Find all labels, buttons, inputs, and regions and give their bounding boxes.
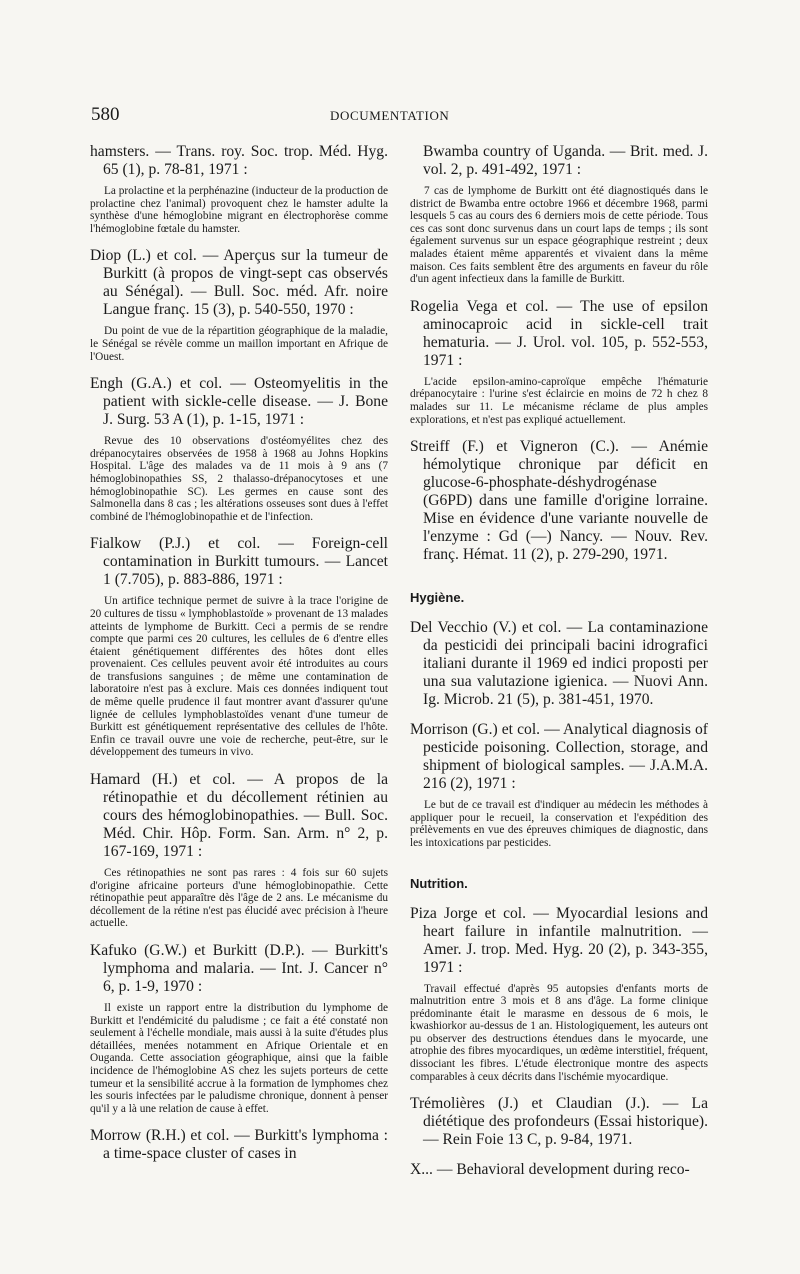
bibliography-entry — [90, 247, 388, 363]
abstract-text: La prolactine et la perphénazine (inducteur de la production de prolactine chez l'animal) provoquent chez le hamster adulte la synthèse d'une hémoglobine migrant en électrophorèse comme l'hémoglobine fœtale du hamster. — [90, 185, 388, 235]
reference-citation: Hamard (H.) et col. — A propos de la rétinopathie et du décollement rétinien au cours des hémoglobinopathies. — Bull. Soc. Méd. Chir. Hôp. Form. San. Arm. n° 2, p. 167-169, 1971 : — [90, 771, 388, 861]
running-title: DOCUMENTATION — [330, 108, 450, 123]
reference-citation: hamsters. — Trans. roy. Soc. trop. Méd. Hyg. 65 (1), p. 78-81, 1971 : — [90, 143, 388, 178]
reference-citation: Rogelia Vega et col. — The use of epsilon aminocaproic acid in sickle-cell trait hematuria. — J. Urol. vol. 105, p. 552-553, 1971 : — [410, 297, 708, 369]
section-heading-hygiene: Hygiène. — [410, 590, 465, 606]
abstract-text: Travail effectué d'après 95 autopsies d'enfants morts de malnutrition entre 3 mois et 8 ans d'âge. La forme clinique prédominante était le marasme en dessous de 6 mois, le kwashiorkor au-dessus de 1 an. Histologiquement, les auteurs ont pu observer des destructions étendues dans le myocarde, une atrophie des fibres myocardiques, un œdème interstitiel, fréquent, dissociant les fibres. L'étude électronique montre des aspects comparables à ceux décrits dans l'ischémie myocardique. — [410, 982, 708, 1083]
left-column — [90, 143, 388, 1175]
bibliography-entry — [90, 1127, 388, 1163]
reference-citation: Streiff (F.) et Vigneron (C.). — Anémie hémolytique chronique par déficit en glucose-6-phosphate-déshydrogénase (G6PD) dans une famille d'origine lorraine. Mise en évidence d'une variante nouvelle de l'enzyme : Gd (—) Nancy. — Nouv. Rev. franç. Hémat. 11 (2), p. 279-290, 1971. — [410, 438, 708, 564]
bibliography-entry — [410, 1095, 708, 1149]
reference-citation: Del Vecchio (V.) et col. — La contaminazione da pesticidi dei principali bacini idrografici italiani durante il 1969 ed indici proposti per una sua valutazione igienica. — Nuovi Ann. Ig. Microb. 21 (5), p. 381-451, 1970. — [410, 619, 708, 709]
right-column — [410, 143, 708, 1191]
reference-citation: Fialkow (P.J.) et col. — Foreign-cell contamination in Burkitt tumours. — Lancet 1 (7.705), p. 883-886, 1971 : — [90, 535, 388, 589]
reference-citation: Engh (G.A.) et col. — Osteomyelitis in the patient with sickle-celle disease. — J. Bone J. Surg. 53 A (1), p. 1-15, 1971 : — [90, 375, 388, 429]
abstract-text: Revue des 10 observations d'ostéomyélites chez des drépanocytaires observées de 1958 à 1968 au Johns Hopkins Hospital. L'âge des malades va de 11 mois à 9 ans (7 hémoglobinopathies SS, 2 thalasso-drépanocytoses et une hémoglobinopathie SC). Les germes en cause sont des Salmonella dans 8 cas ; les altérations osseuses sont dues à l'effet combiné de l'hémoglobinopathie et de l'infection. — [90, 435, 388, 523]
bibliography-entry — [90, 375, 388, 523]
abstract-text: 7 cas de lymphome de Burkitt ont été diagnostiqués dans le district de Bwamba entre octobre 1966 et décembre 1968, parmi lesquels 5 cas au cours des 6 derniers mois de cette période. Tous ces cas sont donc survenus dans un court laps de temps ; ils sont également survenus sur un espace géographique restreint ; deux malades étaient même apparentés et vivaient dans la même maison. Ces faits semblent être des arguments en faveur du rôle d'un agent infectieux dans la famille de Burkitt. — [410, 185, 708, 286]
bibliography-entry — [90, 143, 388, 235]
bibliography-entry — [410, 721, 708, 849]
bibliography-entry — [410, 905, 708, 1084]
reference-citation: Trémolières (J.) et Claudian (J.). — La diététique des profondeurs (Essai historique). — Rein Foie 13 C, p. 9-84, 1971. — [410, 1095, 708, 1149]
bibliography-entry — [410, 438, 708, 564]
reference-citation: Diop (L.) et col. — Aperçus sur la tumeur de Burkitt (à propos de vingt-sept cas observés au Sénégal). — Bull. Soc. méd. Afr. noire Langue franç. 15 (3), p. 540-550, 1970 : — [90, 247, 388, 319]
abstract-text: Un artifice technique permet de suivre à la trace l'origine de 20 cultures de tissu « lymphoblastoïde » provenant de 13 malades atteints de lymphome de Burkitt. Ceci a permis de se rendre compte que parmi ces 20 cultures, les cellules de 6 d'entre elles étaient génétiquement différentes des hôtes dont elles provenaient. Ces cellules peuvent avoir été introduites au cours de transfusions sanguines ; de même une contamination de laboratoire n'est pas à exclure. Mais ces données indiquent tout de même quelle prudence il faut montrer avant d'assurer qu'une lignée de cellules lymphoblastoïdes venant d'une tumeur de Burkitt est génétiquement représentative des cellules de l'hôte. Enfin ce travail ouvre une voie de recherche, peut-être, sur le développement des tumeurs in vivo. — [90, 595, 388, 759]
bibliography-entry — [90, 535, 388, 759]
abstract-text: Il existe un rapport entre la distribution du lymphome de Burkitt et l'endémicité du paludisme ; ce fait a été constaté non seulement à l'échelle mondiale, mais aussi à la suite d'études plus détaillées, menées notamment en Afrique Orientale et en Ouganda. Cette association géographique, ainsi que la faible incidence de l'hémoglobine AS chez les sujets porteurs de cette tumeur et la sensibilité accrue à la formation de lymphomes chez les souris infectées par le paludisme chronique, donnent à penser qu'il y a là une relation de cause à effet. — [90, 1002, 388, 1115]
bibliography-entry — [410, 619, 708, 709]
reference-citation: Morrow (R.H.) et col. — Burkitt's lymphoma : a time-space cluster of cases in — [90, 1127, 388, 1163]
bibliography-entry — [410, 1161, 708, 1179]
abstract-text: Du point de vue de la répartition géographique de la maladie, le Sénégal se révèle comme un maillon important en Afrique de l'Ouest. — [90, 325, 388, 363]
reference-citation: X... — Behavioral development during reco- — [410, 1161, 690, 1179]
bibliography-entry — [90, 771, 388, 930]
abstract-text: L'acide epsilon-amino-caproïque empêche l'hématurie drépanocytaire : l'urine s'est éclaircie en moins de 72 h chez 8 malades sur 11. Le mécanisme réclame de plus amples explorations, et n'est pas expliqué actuellement. — [410, 375, 708, 426]
reference-citation: Piza Jorge et col. — Myocardial lesions and heart failure in infantile malnutrition. — Amer. J. trop. Med. Hyg. 20 (2), p. 343-355, 1971 : — [410, 904, 708, 976]
bibliography-entry — [410, 298, 708, 426]
bibliography-entry — [90, 942, 388, 1115]
reference-citation: Morrison (G.) et col. — Analytical diagnosis of pesticide poisoning. Collection, storage, and shipment of biological samples. — J.A.M.A. 216 (2), 1971 : — [410, 721, 708, 793]
section-heading-nutrition: Nutrition. — [410, 875, 468, 891]
reference-citation: Kafuko (G.W.) et Burkitt (D.P.). — Burkitt's lymphoma and malaria. — Int. J. Cancer n° 6, p. 1-9, 1970 : — [90, 942, 388, 995]
page-number: 580 — [91, 104, 120, 125]
abstract-text: Ces rétinopathies ne sont pas rares : 4 fois sur 60 sujets d'origine africaine porteurs d'une hémoglobinopathie. Cette rétinopathie peut apparaître dès l'âge de 2 ans. Le mécanisme du décollement de la rétine n'est pas élucidé avec précision à l'heure actuelle. — [90, 867, 388, 930]
abstract-text: Le but de ce travail est d'indiquer au médecin les méthodes à appliquer pour le recueil, la conservation et l'expédition des prélèvements en vue des épreuves chimiques de diagnostic, dans les intoxications par pesticides. — [410, 799, 708, 849]
reference-citation: Bwamba country of Uganda. — Brit. med. J. vol. 2, p. 491-492, 1971 : — [423, 143, 708, 178]
bibliography-entry — [410, 143, 708, 286]
